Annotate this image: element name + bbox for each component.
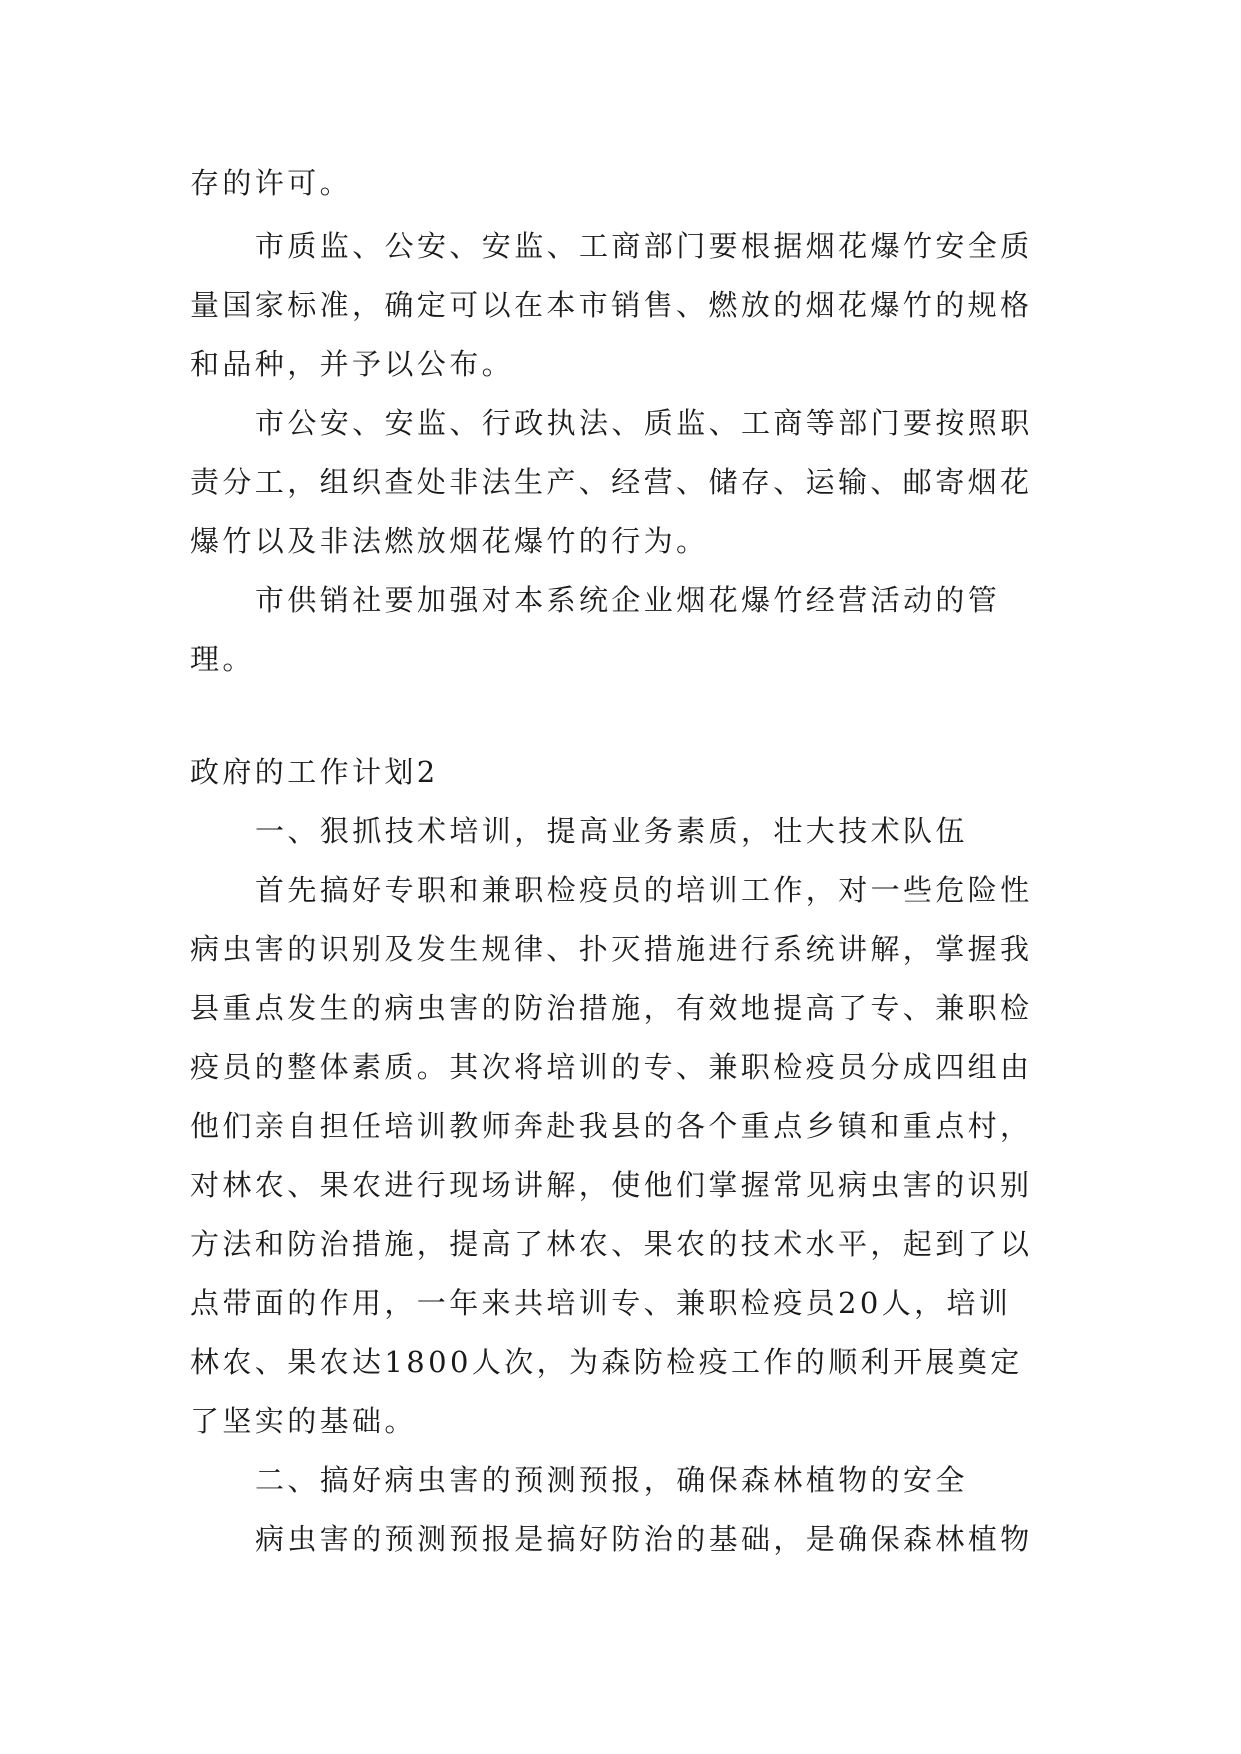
text-line: 疫员的整体素质。其次将培训的专、兼职检疫员分成四组由 <box>190 1050 1033 1084</box>
paragraph-start: 市质监、公安、安监、工商部门要根据烟花爆竹安全质 <box>255 229 1033 263</box>
text-line: 责分工，组织查处非法生产、经营、储存、运输、邮寄烟花 <box>190 465 1033 499</box>
text-line: 了坚实的基础。 <box>190 1404 417 1438</box>
subheading: 一、狠抓技术培训，提高业务素质，壮大技术队伍 <box>255 814 968 848</box>
subheading: 二、搞好病虫害的预测预报，确保森林植物的安全 <box>255 1463 968 1497</box>
paragraph-start: 市公安、安监、行政执法、质监、工商等部门要按照职 <box>255 406 1033 440</box>
section-heading: 政府的工作计划2 <box>190 755 439 789</box>
text-line: 爆竹以及非法燃放烟花爆竹的行为。 <box>190 524 709 558</box>
text-line: 方法和防治措施，提高了林农、果农的技术水平，起到了以 <box>190 1227 1033 1261</box>
text-line: 点带面的作用，一年来共培训专、兼职检疫员20人，培训 <box>190 1286 1012 1320</box>
text-line: 存的许可。 <box>190 166 353 200</box>
paragraph-start: 市供销社要加强对本系统企业烟花爆竹经营活动的管 <box>255 583 1001 617</box>
text-line: 他们亲自担任培训教师奔赴我县的各个重点乡镇和重点村， <box>190 1109 1033 1143</box>
text-line: 和品种，并予以公布。 <box>190 347 515 381</box>
text-line: 林农、果农达1800人次，为森防检疫工作的顺利开展奠定 <box>190 1345 1023 1379</box>
text-line: 县重点发生的病虫害的防治措施，有效地提高了专、兼职检 <box>190 991 1033 1025</box>
paragraph-start: 病虫害的预测预报是搞好防治的基础，是确保森林植物 <box>255 1522 1033 1556</box>
text-line: 病虫害的识别及发生规律、扑灭措施进行系统讲解，掌握我 <box>190 932 1033 966</box>
text-line: 对林农、果农进行现场讲解，使他们掌握常见病虫害的识别 <box>190 1168 1033 1202</box>
text-line: 理。 <box>190 642 255 676</box>
paragraph-start: 首先搞好专职和兼职检疫员的培训工作，对一些危险性 <box>255 873 1033 907</box>
text-line: 量国家标准，确定可以在本市销售、燃放的烟花爆竹的规格 <box>190 288 1033 322</box>
